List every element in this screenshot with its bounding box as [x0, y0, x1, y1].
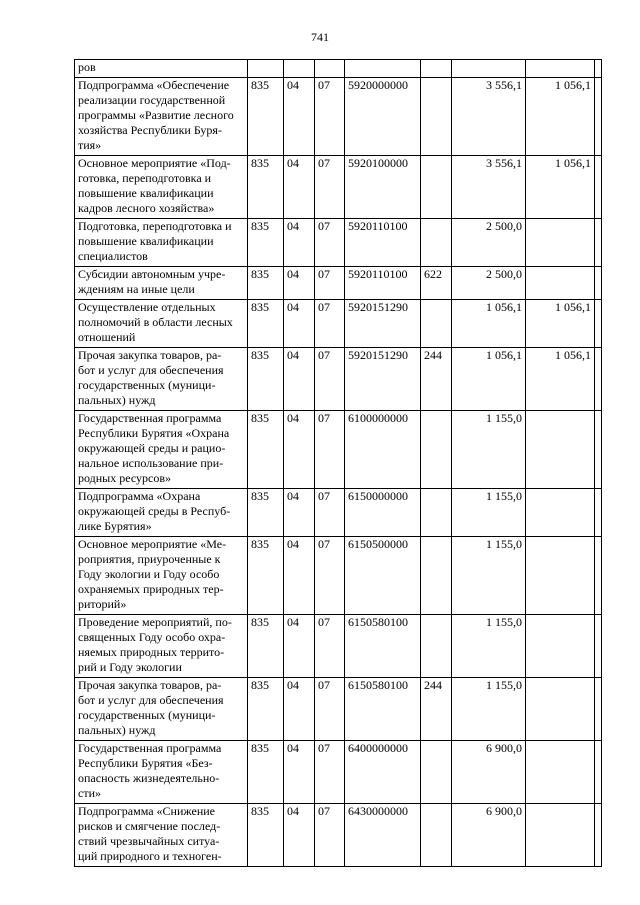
item-name-cell [75, 78, 248, 156]
item-name-line: специалистов [78, 249, 148, 263]
amount-cell: 2 500,0 [452, 219, 526, 267]
item-name-line: ствий чрезвычайных ситуа- [78, 834, 220, 848]
table-row [75, 156, 602, 219]
item-name-cell [75, 804, 248, 867]
item-name-line: Подпрограмма «Охрана [78, 489, 201, 503]
expense-type-cell [421, 537, 452, 615]
item-name-line: рий и Году экологии [78, 660, 182, 674]
item-name-line: лике Бурятия» [78, 519, 152, 533]
section-code-cell: 04 [284, 741, 315, 804]
subsection-code-cell: 07 [315, 678, 345, 741]
right-edge-cell [595, 219, 602, 267]
right-edge-cell [595, 156, 602, 219]
subsection-code-cell: 07 [315, 537, 345, 615]
amount-secondary-cell [526, 615, 595, 678]
item-name-line: рисков и смягчение послед- [78, 819, 221, 833]
department-code-cell: 835 [248, 78, 284, 156]
target-article-cell: 6150500000 [345, 537, 421, 615]
item-name-line: Основное мероприятие «Ме- [78, 537, 227, 551]
amount-secondary-cell [526, 411, 595, 489]
item-name-cell [75, 537, 248, 615]
subsection-code-cell [315, 60, 345, 78]
expense-type-cell [421, 804, 452, 867]
right-edge-cell [595, 615, 602, 678]
table-row [75, 78, 602, 156]
item-name-line: пальных) нужд [78, 393, 156, 407]
item-name-cell [75, 411, 248, 489]
item-name-cell [75, 156, 248, 219]
table-row [75, 348, 602, 411]
item-name-line: полномочий в области лесных [78, 315, 233, 329]
right-edge-cell [595, 804, 602, 867]
amount-cell: 1 155,0 [452, 678, 526, 741]
section-code-cell: 04 [284, 219, 315, 267]
right-edge-cell [595, 267, 602, 300]
target-article-cell: 6400000000 [345, 741, 421, 804]
item-name-line: священных Году особо охра- [78, 630, 226, 644]
item-name-line: повышение квалификации [78, 186, 214, 200]
amount-secondary-cell [526, 678, 595, 741]
item-name-line: Осуществление отдельных [78, 300, 216, 314]
subsection-code-cell: 07 [315, 156, 345, 219]
section-code-cell: 04 [284, 615, 315, 678]
amount-cell: 6 900,0 [452, 741, 526, 804]
amount-cell: 1 155,0 [452, 489, 526, 537]
amount-cell: 1 155,0 [452, 615, 526, 678]
item-name-line: Государственная программа [78, 741, 222, 755]
section-code-cell: 04 [284, 804, 315, 867]
department-code-cell: 835 [248, 489, 284, 537]
section-code-cell: 04 [284, 348, 315, 411]
section-code-cell: 04 [284, 78, 315, 156]
item-name-line: сти» [78, 786, 101, 800]
section-code-cell: 04 [284, 537, 315, 615]
target-article-cell: 6430000000 [345, 804, 421, 867]
item-name-line: Республики Бурятия «Охрана [78, 426, 230, 440]
expense-type-cell [421, 411, 452, 489]
item-name-line: Году экологии и Году особо [78, 567, 220, 581]
item-name-line: охраняемых природных тер- [78, 582, 224, 596]
section-code-cell: 04 [284, 411, 315, 489]
item-name-line: государственных (муници- [78, 708, 216, 722]
item-name-line: окружающей среды в Респуб- [78, 504, 231, 518]
amount-secondary-cell: 1 056,1 [526, 300, 595, 348]
item-name-line: Государственная программа [78, 411, 222, 425]
target-article-cell: 6150580100 [345, 615, 421, 678]
amount-secondary-cell [526, 489, 595, 537]
right-edge-cell [595, 678, 602, 741]
subsection-code-cell: 07 [315, 348, 345, 411]
right-edge-cell [595, 78, 602, 156]
table-row [75, 615, 602, 678]
item-name-cell [75, 267, 248, 300]
item-name-line: пальных) нужд [78, 723, 156, 737]
department-code-cell: 835 [248, 741, 284, 804]
section-code-cell: 04 [284, 678, 315, 741]
item-name-line: Субсидии автономным учре- [78, 267, 226, 281]
expense-type-cell [421, 300, 452, 348]
item-name-line: бот и услуг для обеспечения [78, 693, 224, 707]
expense-type-cell [421, 615, 452, 678]
section-code-cell: 04 [284, 156, 315, 219]
table-row [75, 804, 602, 867]
expense-type-cell [421, 156, 452, 219]
expense-type-cell [421, 78, 452, 156]
table-row [75, 60, 602, 78]
subsection-code-cell: 07 [315, 615, 345, 678]
department-code-cell: 835 [248, 348, 284, 411]
amount-cell: 2 500,0 [452, 267, 526, 300]
amount-secondary-cell [526, 537, 595, 615]
item-name-cell [75, 348, 248, 411]
target-article-cell: 5920100000 [345, 156, 421, 219]
section-code-cell [284, 60, 315, 78]
right-edge-cell [595, 60, 602, 78]
expense-type-cell [421, 489, 452, 537]
amount-secondary-cell [526, 219, 595, 267]
amount-secondary-cell: 1 056,1 [526, 78, 595, 156]
table-body [75, 60, 602, 867]
amount-secondary-cell [526, 804, 595, 867]
item-name-line: Подпрограмма «Обеспечение [78, 78, 230, 92]
item-name-cell [75, 741, 248, 804]
amount-cell: 1 155,0 [452, 411, 526, 489]
target-article-cell: 5920110100 [345, 267, 421, 300]
department-code-cell: 835 [248, 537, 284, 615]
table-row [75, 678, 602, 741]
department-code-cell [248, 60, 284, 78]
amount-cell: 3 556,1 [452, 78, 526, 156]
department-code-cell: 835 [248, 678, 284, 741]
department-code-cell: 835 [248, 615, 284, 678]
item-name-line: кадров лесного хозяйства» [78, 201, 215, 215]
budget-table [74, 59, 602, 867]
item-name-line: программы «Развитие лесного [78, 108, 234, 122]
section-code-cell: 04 [284, 267, 315, 300]
expense-type-cell [421, 60, 452, 78]
table-row [75, 411, 602, 489]
target-article-cell: 5920000000 [345, 78, 421, 156]
expense-type-cell: 622 [421, 267, 452, 300]
item-name-cell [75, 615, 248, 678]
table-row [75, 741, 602, 804]
item-name-line: ждениям на иные цели [78, 282, 195, 296]
subsection-code-cell: 07 [315, 411, 345, 489]
item-name-line: повышение квалификации [78, 234, 214, 248]
item-name-line: тия» [78, 138, 102, 152]
target-article-cell: 5920110100 [345, 219, 421, 267]
item-name-line: Подготовка, переподготовка и [78, 219, 232, 233]
right-edge-cell [595, 489, 602, 537]
item-name-line: Основное мероприятие «Под- [78, 156, 231, 170]
item-name-line: Проведение мероприятий, по- [78, 615, 232, 629]
item-name-line: Прочая закупка товаров, ра- [78, 348, 222, 362]
amount-cell: 1 155,0 [452, 537, 526, 615]
section-code-cell: 04 [284, 300, 315, 348]
table-row [75, 219, 602, 267]
amount-secondary-cell: 1 056,1 [526, 348, 595, 411]
subsection-code-cell: 07 [315, 741, 345, 804]
item-name-line: Прочая закупка товаров, ра- [78, 678, 222, 692]
target-article-cell: 6150000000 [345, 489, 421, 537]
department-code-cell: 835 [248, 300, 284, 348]
amount-cell: 1 056,1 [452, 300, 526, 348]
page-number: 741 [311, 30, 329, 44]
target-article-cell: 6100000000 [345, 411, 421, 489]
department-code-cell: 835 [248, 804, 284, 867]
item-name-cell [75, 300, 248, 348]
expense-type-cell: 244 [421, 348, 452, 411]
expense-type-cell [421, 741, 452, 804]
amount-secondary-cell: 1 056,1 [526, 156, 595, 219]
amount-cell: 1 056,1 [452, 348, 526, 411]
subsection-code-cell: 07 [315, 300, 345, 348]
right-edge-cell [595, 411, 602, 489]
amount-cell: 6 900,0 [452, 804, 526, 867]
table-row [75, 537, 602, 615]
target-article-cell: 6150580100 [345, 678, 421, 741]
department-code-cell: 835 [248, 411, 284, 489]
item-name-cell [75, 678, 248, 741]
subsection-code-cell: 07 [315, 78, 345, 156]
item-name-line: готовка, переподготовка и [78, 171, 212, 185]
item-name-cell [75, 60, 248, 78]
item-name-line: опасность жизнедеятельно- [78, 771, 220, 785]
target-article-cell [345, 60, 421, 78]
item-name-cell [75, 219, 248, 267]
item-name-line: окружающей среды и рацио- [78, 441, 226, 455]
amount-secondary-cell [526, 60, 595, 78]
expense-type-cell: 244 [421, 678, 452, 741]
target-article-cell: 5920151290 [345, 348, 421, 411]
right-edge-cell [595, 537, 602, 615]
item-name-line: родных ресурсов» [78, 471, 172, 485]
item-name-line: няемых природных террито- [78, 645, 225, 659]
item-name-line: ров [78, 60, 96, 74]
item-name-line: отношений [78, 330, 136, 344]
subsection-code-cell: 07 [315, 489, 345, 537]
table-row [75, 267, 602, 300]
department-code-cell: 835 [248, 267, 284, 300]
right-edge-cell [595, 741, 602, 804]
item-name-line: Подпрограмма «Снижение [78, 804, 216, 818]
target-article-cell: 5920151290 [345, 300, 421, 348]
subsection-code-cell: 07 [315, 219, 345, 267]
item-name-line: государственных (муници- [78, 378, 216, 392]
right-edge-cell [595, 348, 602, 411]
item-name-line: роприятия, приуроченные к [78, 552, 221, 566]
department-code-cell: 835 [248, 156, 284, 219]
subsection-code-cell: 07 [315, 267, 345, 300]
item-name-cell [75, 489, 248, 537]
expense-type-cell [421, 219, 452, 267]
item-name-line: нальное использование при- [78, 456, 224, 470]
amount-cell [452, 60, 526, 78]
item-name-line: Республики Бурятия «Без- [78, 756, 213, 770]
item-name-line: ций природного и техноген- [78, 849, 222, 863]
subsection-code-cell: 07 [315, 804, 345, 867]
item-name-line: риторий» [78, 597, 127, 611]
item-name-line: реализации государственной [78, 93, 226, 107]
department-code-cell: 835 [248, 219, 284, 267]
table-row [75, 489, 602, 537]
item-name-line: бот и услуг для обеспечения [78, 363, 224, 377]
amount-cell: 3 556,1 [452, 156, 526, 219]
right-edge-cell [595, 300, 602, 348]
section-code-cell: 04 [284, 489, 315, 537]
table-row [75, 300, 602, 348]
amount-secondary-cell [526, 267, 595, 300]
amount-secondary-cell [526, 741, 595, 804]
item-name-line: хозяйства Республики Буря- [78, 123, 222, 137]
